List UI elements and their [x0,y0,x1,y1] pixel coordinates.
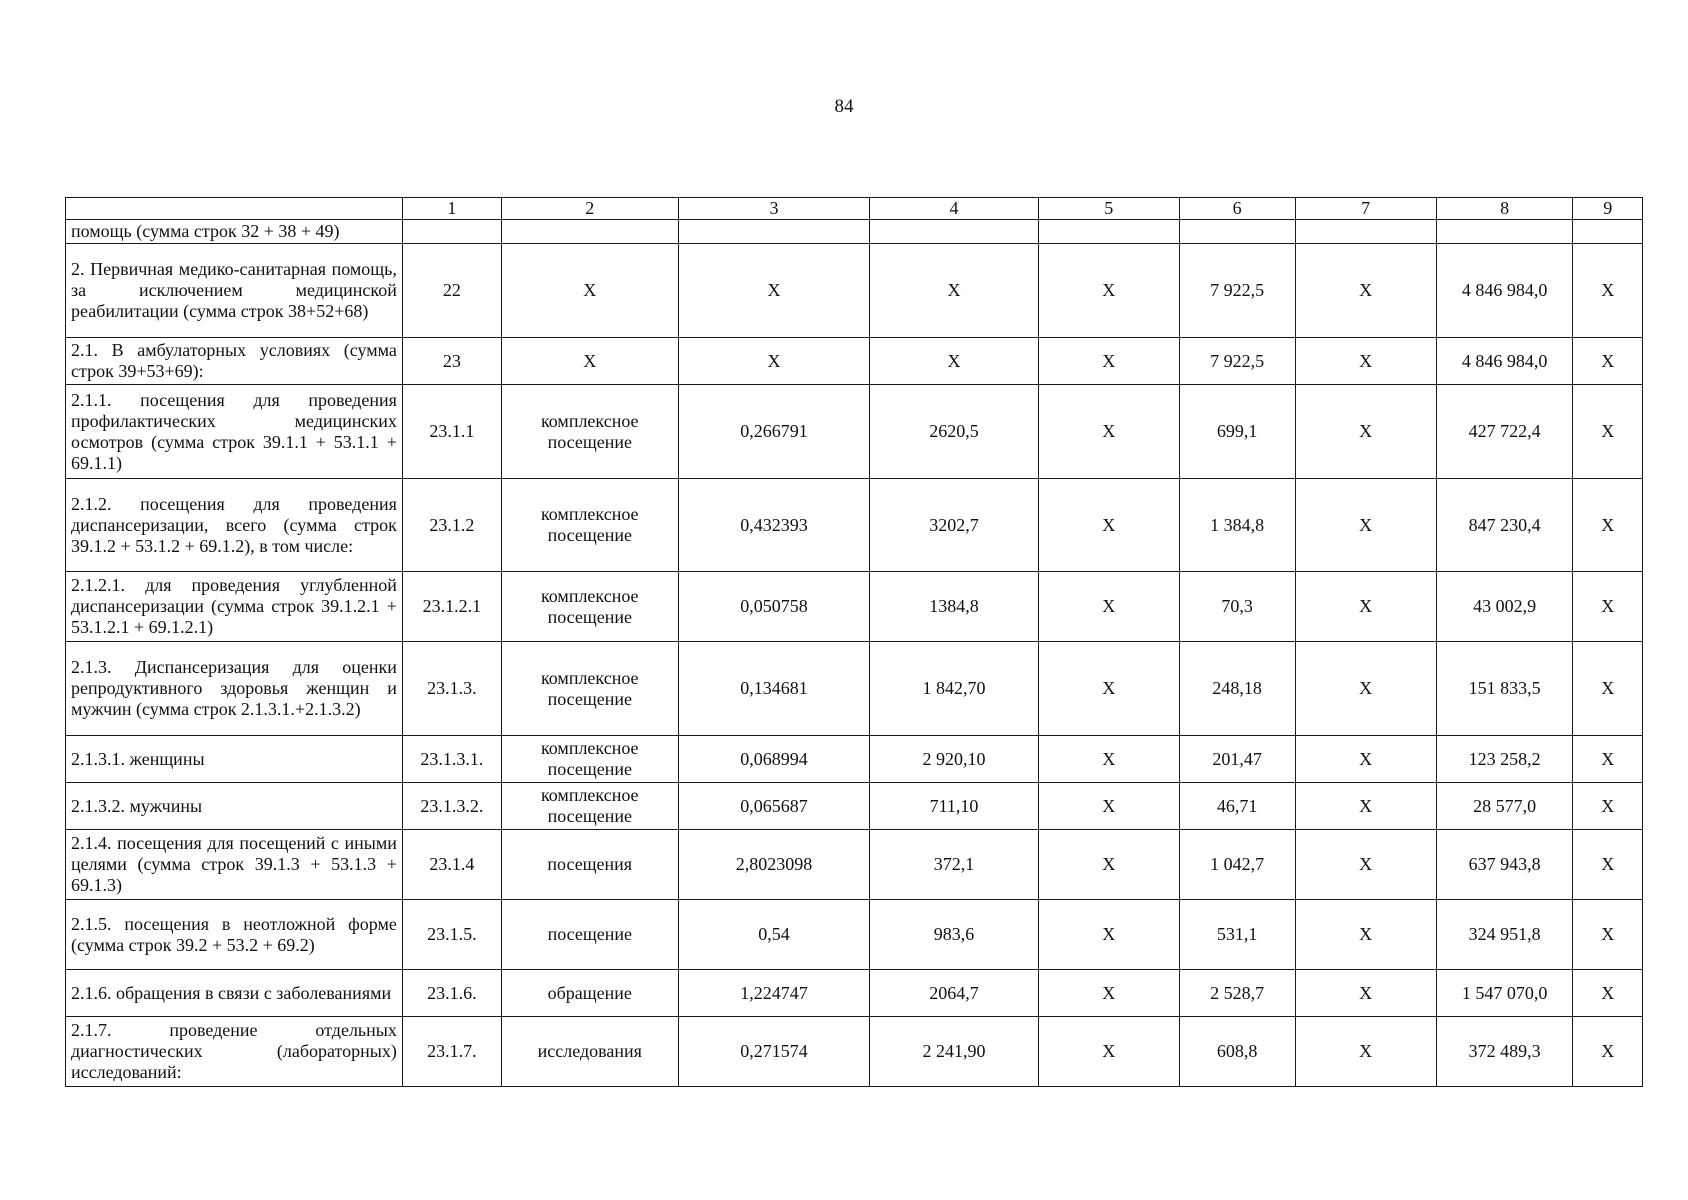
table-cell: X [1038,244,1179,338]
table-cell: 1,224747 [678,970,870,1017]
table-cell [870,220,1038,244]
table-cell: 372 489,3 [1436,1017,1573,1087]
table-cell: 123 258,2 [1436,736,1573,783]
table-cell: X [678,338,870,385]
table-row [66,385,1643,479]
header-cell: 4 [870,198,1038,220]
header-cell: 3 [678,198,870,220]
table-row [66,970,1643,1017]
table-cell: комплексное посещение [501,642,678,736]
table-body [66,220,1643,1087]
table-cell: X [1038,736,1179,783]
table-cell: X [1295,479,1436,572]
table-cell: X [1038,970,1179,1017]
table-cell: 372,1 [870,830,1038,900]
table-cell: 2,8023098 [678,830,870,900]
table-cell: 4 846 984,0 [1436,244,1573,338]
table-cell: исследования [501,1017,678,1087]
row-label: 2.1.2. посещения для проведения диспансеризации, всего (сумма строк 39.1.2 + 53.1.2 + 69.1.2), в том числе: [66,479,403,572]
table-cell: 23.1.7. [402,1017,501,1087]
table-cell [501,220,678,244]
table-cell: 23.1.2.1 [402,572,501,642]
table-cell [1179,220,1295,244]
row-label: 2.1.2.1. для проведения углубленной диспансеризации (сумма строк 39.1.2.1 + 53.1.2.1 + 69.1.2.1) [66,572,403,642]
table-row [66,220,1643,244]
table-cell: X [678,244,870,338]
table-row [66,244,1643,338]
header-cell: 7 [1295,198,1436,220]
table-cell: 0,134681 [678,642,870,736]
table-cell: X [1295,736,1436,783]
row-label: 2.1.5. посещения в неотложной форме (сумма строк 39.2 + 53.2 + 69.2) [66,900,403,970]
table-cell: X [1038,783,1179,830]
row-label: 2.1.7. проведение отдельных диагностических (лабораторных) исследований: [66,1017,403,1087]
table-cell: 711,10 [870,783,1038,830]
table-cell: X [1295,642,1436,736]
table-cell: 2 528,7 [1179,970,1295,1017]
table-cell [1573,220,1643,244]
data-table [65,197,1643,1087]
table-cell: 0,068994 [678,736,870,783]
header-cell: 5 [1038,198,1179,220]
row-label: 2.1.3.1. женщины [66,736,403,783]
table-row [66,642,1643,736]
table-cell: X [1573,830,1643,900]
table-row [66,338,1643,385]
table-cell [1295,220,1436,244]
table-cell: X [501,244,678,338]
table-cell: 1384,8 [870,572,1038,642]
table-cell: 1 547 070,0 [1436,970,1573,1017]
table-row [66,479,1643,572]
table-cell: комплексное посещение [501,479,678,572]
table-cell: X [1038,479,1179,572]
page-number: 84 [834,96,854,117]
table-cell: 2620,5 [870,385,1038,479]
column-number-row [66,198,1643,220]
table-cell: 0,432393 [678,479,870,572]
table-cell: X [1038,1017,1179,1087]
table-row [66,830,1643,900]
table-cell: X [1038,830,1179,900]
table-cell: 608,8 [1179,1017,1295,1087]
row-label: 2.1. В амбулаторных условиях (сумма строк 39+53+69): [66,338,403,385]
table-cell: 0,271574 [678,1017,870,1087]
table-cell: X [1573,900,1643,970]
table-cell: 22 [402,244,501,338]
table-cell: 0,065687 [678,783,870,830]
table-cell: X [870,338,1038,385]
table-cell: X [1038,338,1179,385]
table-cell: 7 922,5 [1179,244,1295,338]
table-cell: 23.1.2 [402,479,501,572]
table-cell: 23.1.3.2. [402,783,501,830]
table-cell: 1 842,70 [870,642,1038,736]
table-cell: 46,71 [1179,783,1295,830]
table-cell: 1 042,7 [1179,830,1295,900]
table-cell: 43 002,9 [1436,572,1573,642]
table-cell: X [1573,479,1643,572]
table-cell: X [1573,385,1643,479]
table-cell: X [1295,244,1436,338]
table-cell [402,220,501,244]
table-cell: X [1573,970,1643,1017]
row-label: 2.1.3.2. мужчины [66,783,403,830]
table-cell: X [1573,783,1643,830]
table-row [66,736,1643,783]
table-cell: X [1573,572,1643,642]
table-cell: 2 920,10 [870,736,1038,783]
table-cell: X [1573,244,1643,338]
table-cell: 637 943,8 [1436,830,1573,900]
table-cell: X [1295,572,1436,642]
table-cell: 531,1 [1179,900,1295,970]
table-cell: 23 [402,338,501,385]
table-cell: X [870,244,1038,338]
table-cell: 70,3 [1179,572,1295,642]
row-label: 2.1.3. Диспансеризация для оценки репродуктивного здоровья женщин и мужчин (сумма строк 2.1.3.1.+2.1.3.2) [66,642,403,736]
table-cell: 983,6 [870,900,1038,970]
table-cell: комплексное посещение [501,783,678,830]
row-label: 2. Первичная медико-санитарная помощь, за исключением медицинской реабилитации (сумма строк 38+52+68) [66,244,403,338]
table-cell: 201,47 [1179,736,1295,783]
table-cell: 847 230,4 [1436,479,1573,572]
table-cell: 23.1.5. [402,900,501,970]
table-row [66,900,1643,970]
table-cell: 23.1.3.1. [402,736,501,783]
table-cell: 1 384,8 [1179,479,1295,572]
table-cell: X [1295,970,1436,1017]
table-row [66,1017,1643,1087]
table-cell: X [501,338,678,385]
table-cell: X [1573,1017,1643,1087]
table-cell: 2 241,90 [870,1017,1038,1087]
table-cell: посещения [501,830,678,900]
table-cell [1038,220,1179,244]
header-cell: 9 [1573,198,1643,220]
table-cell: 0,050758 [678,572,870,642]
header-cell [66,198,403,220]
table-cell: 427 722,4 [1436,385,1573,479]
table-cell: X [1295,1017,1436,1087]
table-cell: обращение [501,970,678,1017]
table-cell: 4 846 984,0 [1436,338,1573,385]
table-cell: 23.1.1 [402,385,501,479]
table-cell: X [1573,338,1643,385]
table-cell: 151 833,5 [1436,642,1573,736]
table-cell: комплексное посещение [501,572,678,642]
table-cell: 324 951,8 [1436,900,1573,970]
table-cell: 0,266791 [678,385,870,479]
table-cell: комплексное посещение [501,736,678,783]
table-cell: 248,18 [1179,642,1295,736]
table-cell: X [1038,385,1179,479]
table-cell: 23.1.3. [402,642,501,736]
table-cell: 7 922,5 [1179,338,1295,385]
row-label: 2.1.1. посещения для проведения профилактических медицинских осмотров (сумма строк 39.1.1 + 53.1.1 + 69.1.1) [66,385,403,479]
table-cell: комплексное посещение [501,385,678,479]
table-cell: 28 577,0 [1436,783,1573,830]
header-cell: 6 [1179,198,1295,220]
row-label: помощь (сумма строк 32 + 38 + 49) [66,220,403,244]
table-cell: X [1038,572,1179,642]
table-cell: 2064,7 [870,970,1038,1017]
table-row [66,783,1643,830]
table-cell: X [1573,642,1643,736]
table-cell: 23.1.4 [402,830,501,900]
table-cell: 23.1.6. [402,970,501,1017]
table-cell: X [1038,642,1179,736]
table-cell: X [1295,385,1436,479]
table-cell: X [1295,338,1436,385]
row-label: 2.1.4. посещения для посещений с иными целями (сумма строк 39.1.3 + 53.1.3 + 69.1.3) [66,830,403,900]
header-cell: 2 [501,198,678,220]
table-cell: X [1295,783,1436,830]
table-cell: X [1295,830,1436,900]
table-cell: X [1295,900,1436,970]
table-cell: 3202,7 [870,479,1038,572]
header-cell: 1 [402,198,501,220]
table-cell: X [1573,736,1643,783]
header-cell: 8 [1436,198,1573,220]
table-cell: 699,1 [1179,385,1295,479]
table-cell: 0,54 [678,900,870,970]
table-cell [678,220,870,244]
row-label: 2.1.6. обращения в связи с заболеваниями [66,970,403,1017]
table-cell: посещение [501,900,678,970]
table-row [66,572,1643,642]
table-cell [1436,220,1573,244]
table-cell: X [1038,900,1179,970]
